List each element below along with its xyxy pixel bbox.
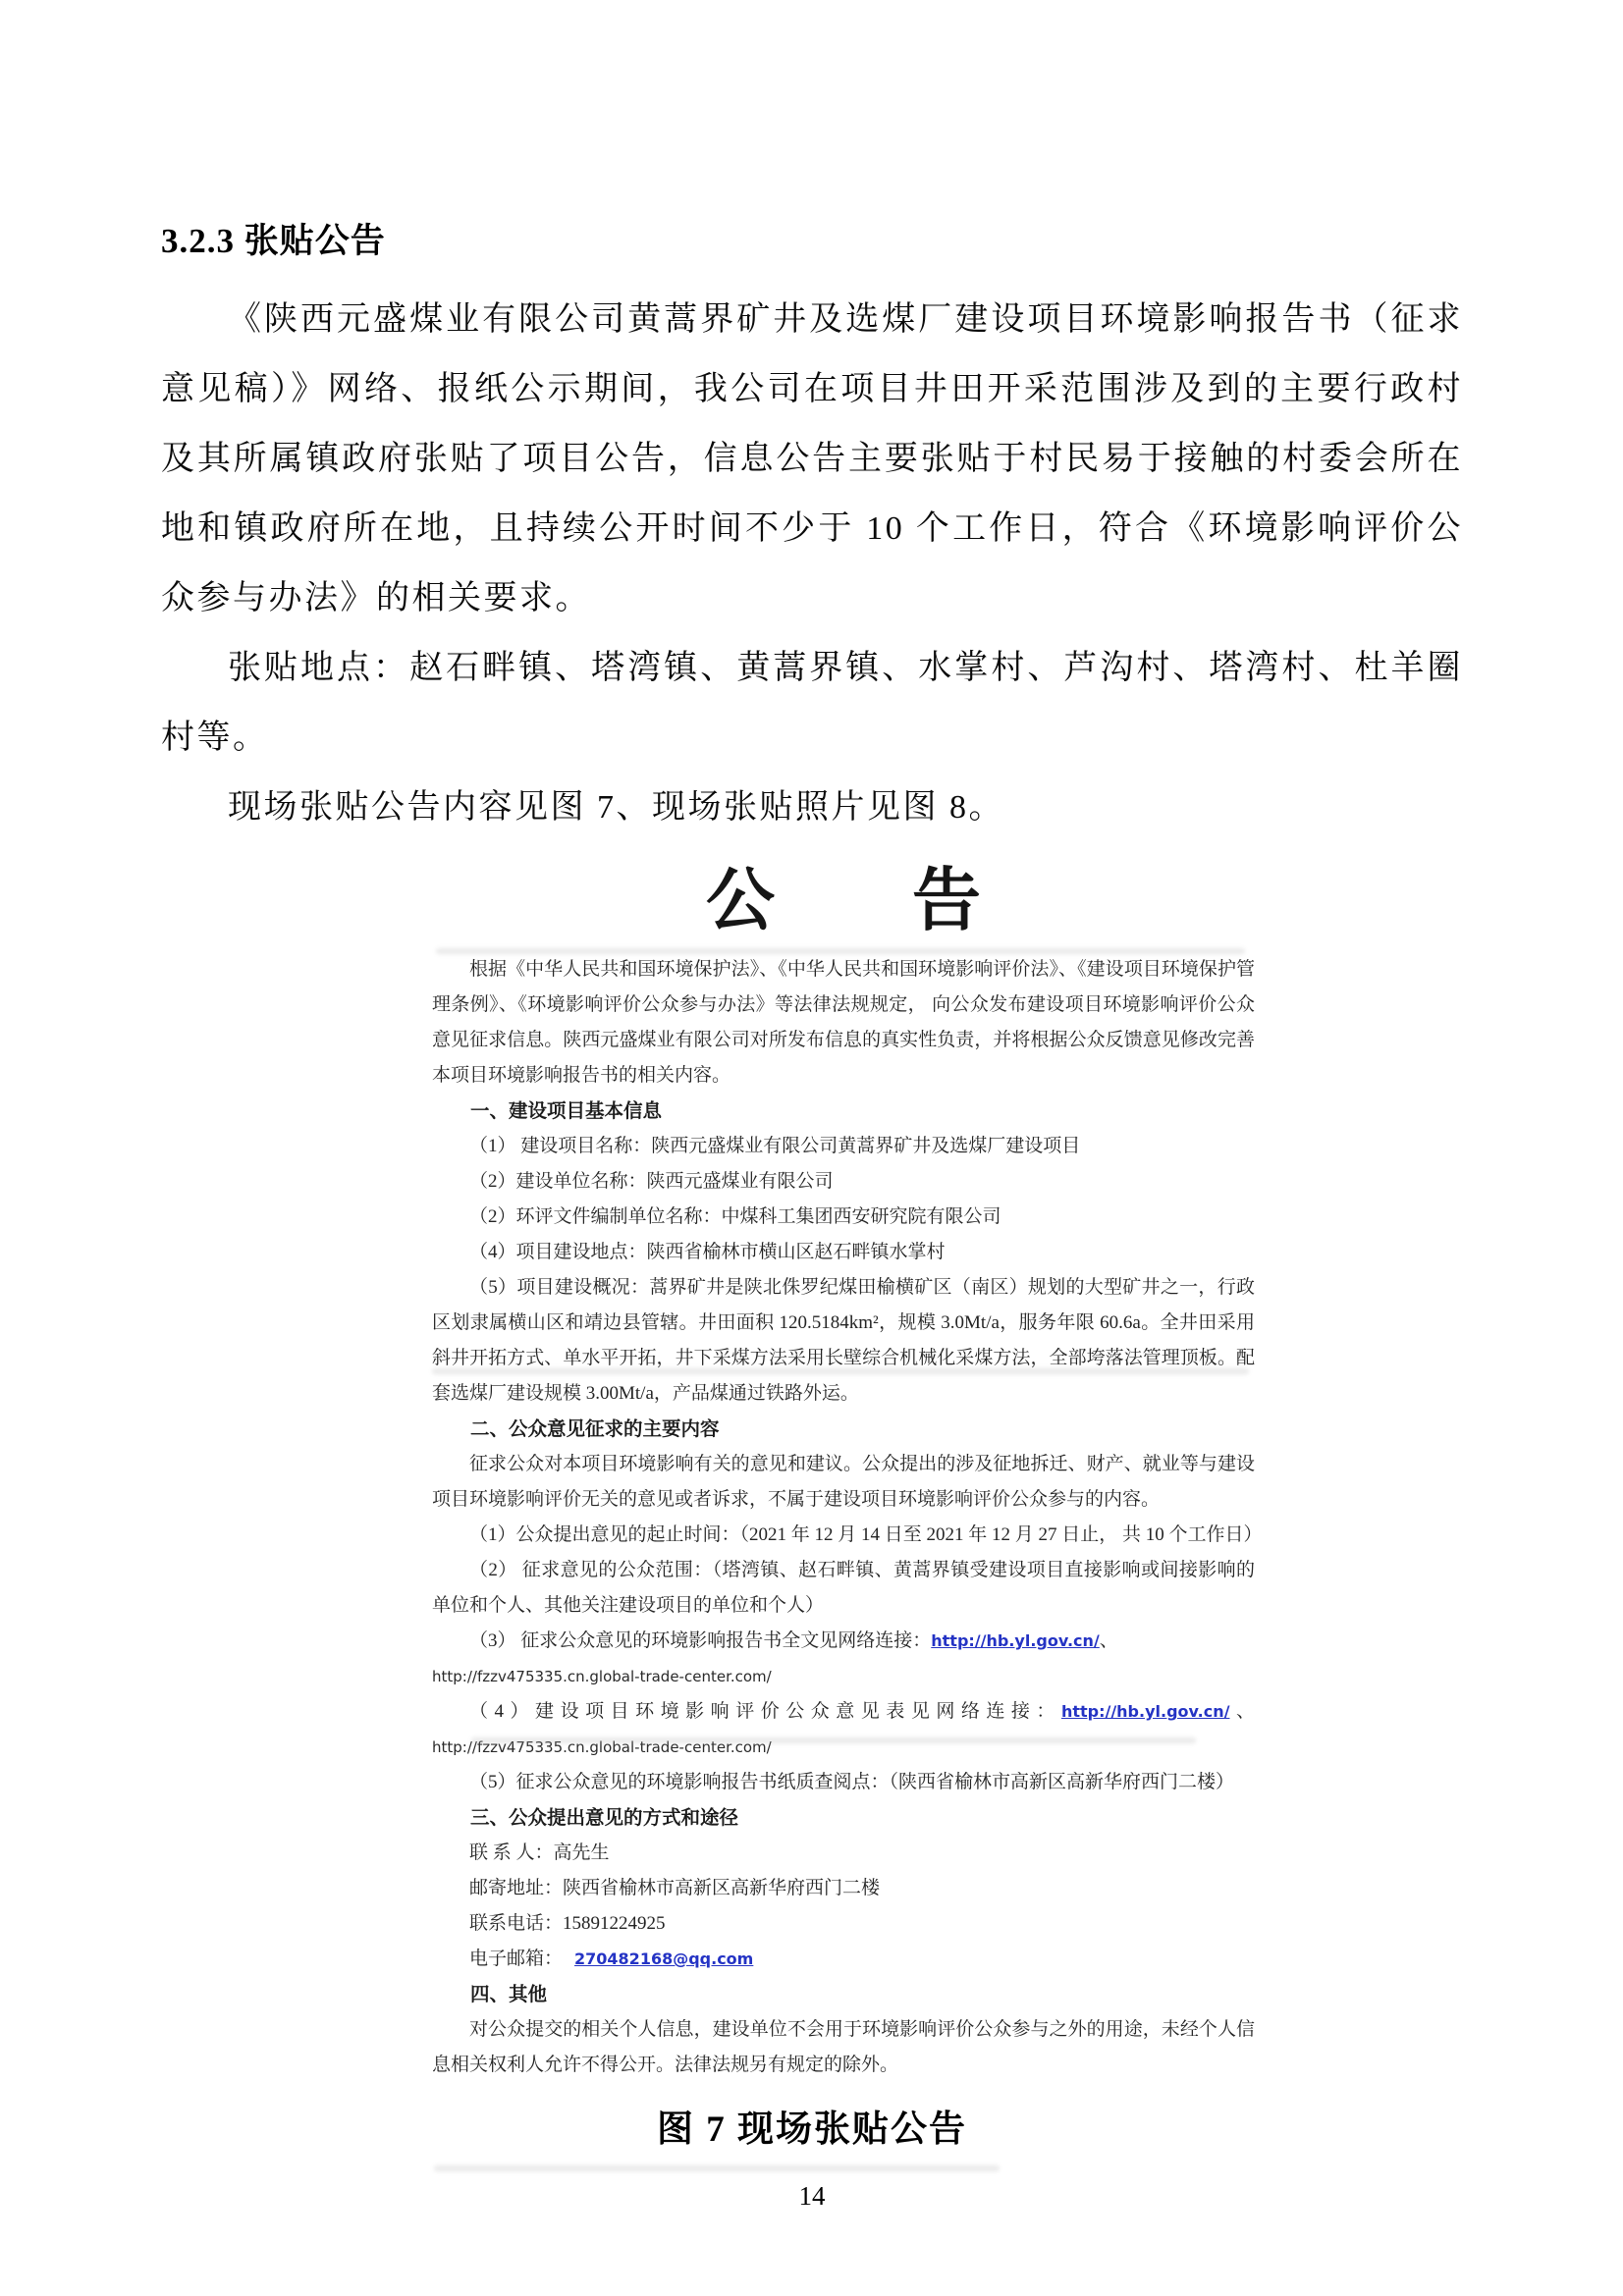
paragraph-posting-locations: 张贴地点：赵石畔镇、塔湾镇、黄蒿界镇、水掌村、芦沟村、塔湾村、杜羊圈村等。 (161, 650, 1463, 756)
notice-section4-heading: 四、其他 (470, 1984, 548, 2005)
link-trade-center-2[interactable]: http://fzzv475335.cn.global-trade-center.com/ (432, 1738, 772, 1756)
link-hb-yl-gov[interactable]: http://hb.yl.gov.cn/ (931, 1631, 1100, 1650)
page-content (161, 214, 1463, 2212)
enumeration-comma: 、 (1229, 1701, 1255, 1722)
notice-item-public-range: （2） 征求意见的公众范围：（塔湾镇、赵石畔镇、黄蒿界镇受建设项目直接影响或间接影响的单位和个人、其他关注建设项目的单位和个人） (432, 1560, 1255, 1616)
notice-item-eia-agency: （2）环评文件编制单位名称：中煤科工集团西安研究院有限公司 (469, 1206, 1001, 1227)
notice-intro: 根据《中华人民共和国环境保护法》、《中华人民共和国环境影响评价法》、《建设项目环境保护管理条例》、《环境影响评价公众参与办法》等法律法规规定， 向公众发布建设项目环境影响评价公众意见征求信息。陕西元盛煤业有限公司对所发布信息的真实性负责，并将根据公众反馈意见修改完善本项目环境影响报告书的相关内容。 (432, 959, 1255, 1086)
notice-item-builder-name: （2）建设单位名称：陕西元盛煤业有限公司 (469, 1171, 834, 1192)
notice-contact-person: 联 系 人：高先生 (469, 1842, 610, 1863)
scan-artifact (434, 2165, 1000, 2171)
notice-contact-phone: 联系电话：15891224925 (469, 1913, 666, 1934)
enumeration-comma: 、 (1099, 1630, 1118, 1651)
notice-consultation-scope: 征求公众对本项目环境影响有关的意见和建议。公众提出的涉及征地拆迁、财产、就业等与建设项目环境影响评价无关的意见或者诉求，不属于建设项目环境影响评价公众参与的内容。 (432, 1454, 1255, 1510)
link-trade-center-wrapped[interactable]: http://fzzv475335.cn.global-trade-center.com/ (432, 1668, 772, 1685)
notice-item-project-overview: （5）项目建设概况：蒿界矿井是陕北侏罗纪煤田榆横矿区（南区）规划的大型矿井之一，行政区划隶属横山区和靖边县管辖。井田面积 120.5184km²，规模 3.0Mt/a，服务年限 60.6a。全井田采用斜井开拓方式、单水平开拓，井下采煤方法采用长壁综合机械化采煤方法，全部垮落法管理顶板。配套选煤厂建设规模 3.00Mt/a，产品煤通过铁路外运。 (432, 1277, 1255, 1404)
page-number: 14 (798, 2181, 826, 2211)
link-hb-yl-gov-2[interactable]: http://hb.yl.gov.cn/ (1060, 1702, 1230, 1721)
paragraph-posting-overview: 《陕西元盛煤业有限公司黄蒿界矿井及选煤厂建设项目环境影响报告书（征求意见稿）》网络、报纸公示期间，我公司在项目井田开采范围涉及到的主要行政村及其所属镇政府张贴了项目公告，信息公告主要张贴于村民易于接触的村委会所在地和镇政府所在地，且持续公开时间不少于 10 个工作日，符合《环境影响评价公众参与办法》的相关要求。 (161, 301, 1463, 616)
email-label: 电子邮箱： (469, 1949, 564, 1969)
form-links-label: （4）建设项目环境影响评价公众意见表见网络连接： (469, 1701, 1061, 1722)
notice-item-form-links (432, 1694, 1255, 1765)
notice-privacy-statement: 对公众提交的相关个人信息，建设单位不会用于环境影响评价公众参与之外的用途，未经个人信息相关权利人允许不得公开。法律法规另有规定的除外。 (432, 2019, 1255, 2075)
notice-item-time-range: （1）公众提出意见的起止时间：（2021 年 12 月 14 日至 2021 年 12 月 27 日止， 共 10 个工作日） (469, 1524, 1263, 1545)
notice-contact-address: 邮寄地址：陕西省榆林市高新区高新华府西门二楼 (469, 1878, 881, 1898)
notice-title: 公 告 (706, 862, 981, 938)
notice-section2-heading: 二、公众意见征求的主要内容 (470, 1418, 720, 1440)
notice-item-paper-copy: （5）征求公众意见的环境影响报告书纸质查阅点：（陕西省榆林市高新区高新华府西门二楼） (469, 1772, 1235, 1792)
notice-item-project-name: （1） 建设项目名称：陕西元盛煤业有限公司黄蒿界矿井及选煤厂建设项目 (469, 1136, 1081, 1156)
paragraph-figure-reference: 现场张贴公告内容见图 7、现场张贴照片见图 8。 (228, 789, 1004, 826)
notice-section1-heading: 一、建设项目基本信息 (470, 1100, 663, 1122)
notice-item-location: （4）项目建设地点：陕西省榆林市横山区赵石畔镇水掌村 (469, 1242, 946, 1262)
scanned-notice-image (432, 858, 1263, 2083)
notice-section3-heading: 三、公众提出意见的方式和途径 (470, 1807, 739, 1829)
section-heading: 3.2.3 张贴公告 (161, 222, 386, 260)
figure-caption: 图 7 现场张贴公告 (657, 2109, 967, 2150)
notice-contact-email-row (432, 1942, 1255, 1977)
notice-item-report-links (432, 1624, 1255, 1659)
email-link[interactable]: 270482168@qq.com (574, 1949, 754, 1968)
report-links-label: （3） 征求公众意见的环境影响报告书全文见网络连接： (469, 1630, 932, 1651)
